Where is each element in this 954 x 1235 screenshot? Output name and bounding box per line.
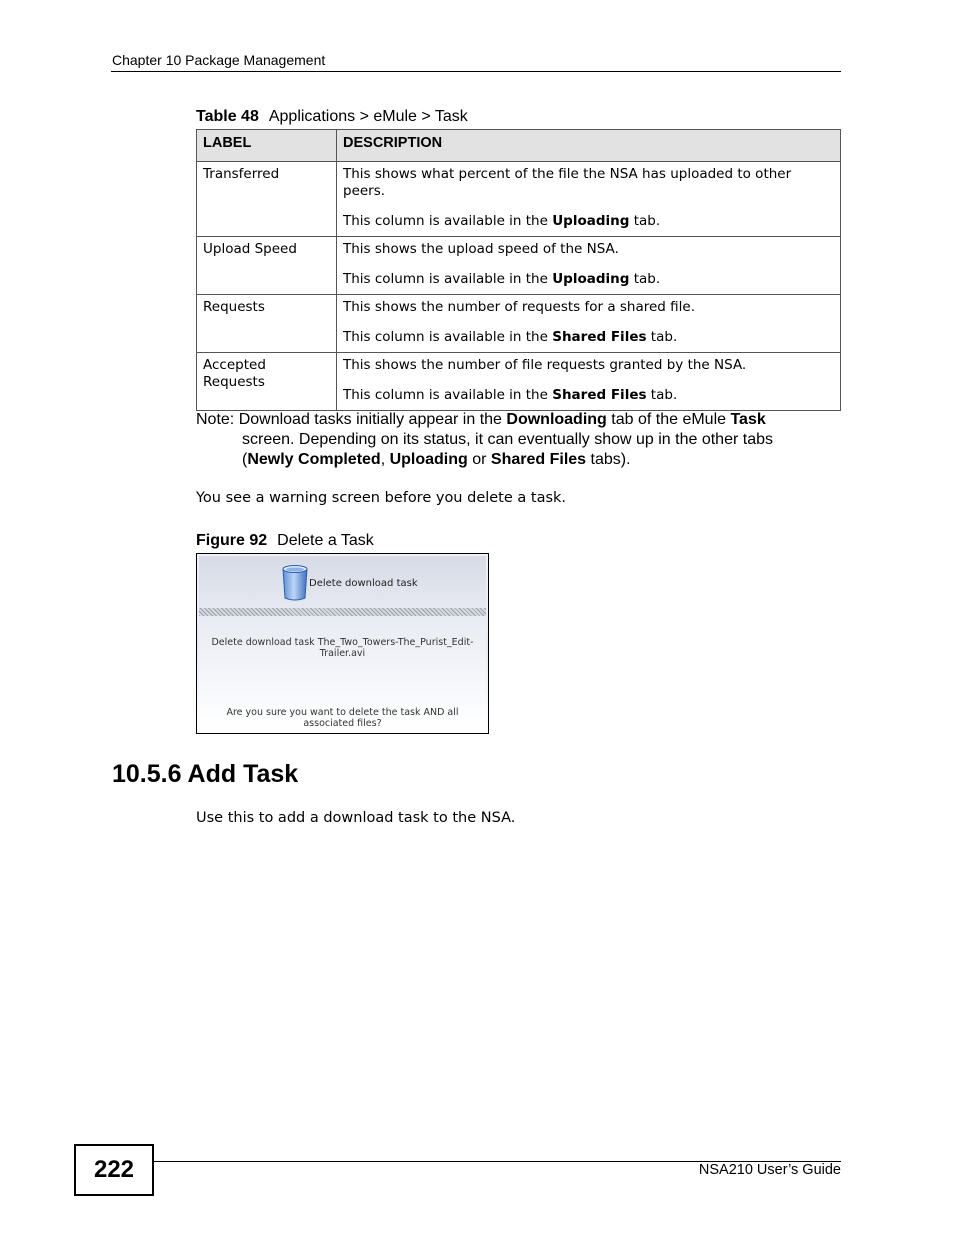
column-header-description: DESCRIPTION: [337, 130, 841, 162]
delete-task-dialog: [196, 553, 489, 734]
row-description: [337, 353, 841, 411]
row-description: [337, 295, 841, 353]
guide-title: NSA210 User’s Guide: [698, 1162, 841, 1178]
table-row: [197, 237, 841, 295]
availability-text: This column is available in the Shared Files tab.: [343, 387, 678, 403]
availability-text: This column is available in the Shared Files tab.: [343, 329, 678, 345]
description-text: This shows the number of file requests granted by the NSA.: [343, 357, 747, 373]
row-label: Requests: [197, 295, 337, 353]
spec-table: [196, 129, 841, 411]
header-rule: [111, 71, 841, 72]
description-text: This shows what percent of the file the NSA has uploaded to other peers.: [343, 166, 792, 199]
row-description: [337, 237, 841, 295]
dialog-body: [199, 556, 486, 731]
section-heading: 10.5.6 Add Task: [112, 760, 299, 788]
page-number: 222: [74, 1144, 154, 1196]
row-label: Transferred: [197, 162, 337, 237]
figure-caption-label: Figure 92: [196, 532, 268, 549]
table-caption: [196, 108, 468, 126]
table-row: [197, 353, 841, 411]
row-label: Accepted Requests: [197, 353, 337, 411]
row-description: [337, 162, 841, 237]
availability-text: This column is available in the Uploading tab.: [343, 213, 661, 229]
dialog-confirm-text: Are you sure you want to delete the task AND all associated files?: [226, 707, 459, 729]
availability-text: This column is available in the Uploading tab.: [343, 271, 661, 287]
description-text: This shows the upload speed of the NSA.: [343, 241, 619, 257]
dialog-title: Delete download task: [309, 578, 418, 589]
chapter-header: Chapter 10 Package Management: [112, 52, 326, 68]
figure-caption: [196, 532, 374, 550]
dialog-message: Delete download task The_Two_Towers-The_Purist_Edit-Trailer.avi: [211, 637, 474, 659]
table-caption-text: Applications > eMule > Task: [268, 108, 468, 125]
figure-caption-text: Delete a Task: [277, 532, 374, 549]
table-header-row: [197, 130, 841, 162]
description-text: This shows the number of requests for a shared file.: [343, 299, 696, 315]
note-paragraph: Note: Download tasks initially appear in the Downloading tab of the eMule Task screen. Depending on its status, it can eventually show up in the other tabs (Newly Completed, Uploading or Shared Files tabs).: [196, 411, 773, 468]
row-label: Upload Speed: [197, 237, 337, 295]
divider-band: [199, 608, 486, 616]
trash-bin-icon: [281, 564, 309, 602]
table-row: [197, 295, 841, 353]
table-row: [197, 162, 841, 237]
table-caption-label: Table 48: [196, 108, 259, 125]
section-text: Use this to add a download task to the NSA.: [196, 810, 516, 826]
warning-text: You see a warning screen before you delete a task.: [196, 490, 567, 506]
column-header-label: LABEL: [197, 130, 337, 162]
